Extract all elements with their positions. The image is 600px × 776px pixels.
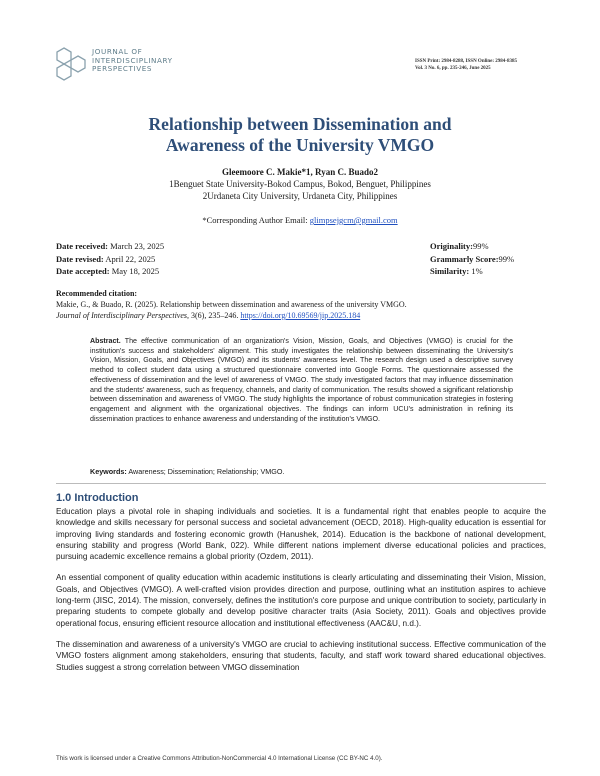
corresponding-author: *Corresponding Author Email: glimpsejgcm@gmail.com	[202, 215, 398, 225]
issn-info: ISSN Print: 2984-8288, ISSN Online: 2984-8385 Vol. 3 No. 6, pp. 235-246, June 2025	[415, 59, 517, 71]
author-names: Gleemoore C. Makie*1, Ryan C. Buado2	[221, 167, 378, 177]
paper-title: Relationship between Dissemination and Awareness of the University VMGO	[148, 114, 452, 155]
affiliation-1: 1Benguet State University-Bokod Campus, Bokod, Benguet, Philippines	[169, 179, 431, 189]
license-footer: This work is licensed under a Creative Commons Attribution-NonCommercial 4.0 International License (CC BY-NC 4.0).	[56, 755, 383, 762]
paragraph: An essential component of quality education within academic institutions is clearly articulating and disseminating their Vision, Mission, Goals, and Objectives (VMGO). A well-crafted vision provides direction and purpose, outlining what an institution aspires to achieve long-term (JISC, 2014). The mission, conversely, defines the institution's core purpose and unique contribution to society, particularly in preparing students to compete globally and develop positive character traits (Asia Society, 2011). Goals and objectives provide operational focus, ensuring efficient resource allocation and institutional effectiveness (AAC&U, n.d.).	[56, 573, 546, 628]
paragraph: The dissemination and awareness of a university's VMGO are crucial to achieving institutional success. Effective communication of the VMGO fosters alignment among stakeholders, ensuring that students, faculty, and staff work toward shared educational objectives. Studies suggest a strong correlation between VMGO dissemination	[56, 639, 546, 672]
keywords: Keywords: Awareness; Dissemination; Relationship; VMGO.	[90, 467, 285, 476]
journal-logo	[52, 44, 192, 84]
affiliation-2: 2Urdaneta City University, Urdaneta City, Philippines	[202, 191, 398, 201]
body-text	[56, 506, 546, 683]
hexagon-molecule-icon	[52, 44, 92, 84]
divider	[56, 483, 546, 484]
dates-block: Date received: March 23, 2025 Date revised: April 22, 2025 Date accepted: May 18, 2025	[56, 241, 165, 276]
doi-link[interactable]: https://doi.org/10.69569/jip.2025.184	[240, 311, 361, 320]
author-email-link[interactable]: glimpsejgcm@gmail.com	[309, 215, 398, 225]
paragraph: Education plays a pivotal role in shaping individuals and societies. It is a fundamental right that enables people to acquire the knowledge and skills necessary for personal success and societal advancement (OECD, 2018). High-quality education is essential for improving living standards and fostering economic growth (Hanushek, 2014). Education is the backbone of national development, ensuring stability and progress (World Bank, 022). While different nations implement diverse educational policies and practices, pursuing academic excellence remains a global priority (Ozdem, 2011).	[56, 507, 546, 562]
journal-name: JOURNAL OF INTERDISCIPLINARY PERSPECTIVES	[92, 47, 173, 74]
author-block	[60, 166, 540, 202]
section-heading: 1.0 Introduction	[56, 492, 139, 504]
abstract: Abstract. The effective communication of an organization's Vision, Mission, Goals, and Objectives (VMGO) is crucial for the institution's success and stakeholders' alignment. This study investigates the relationship between disseminating the University's Vision, Mission, Goals, and Objectives (VMGO) and its students' awareness level. The research design used a descriptive survey method to collect student data using a structured questionnaire converted into Google Forms. The questionnaire assessed the effectiveness of dissemination and the level of awareness of VMGO. The study investigated factors that may influence dissemination and the students' awareness, such as frequency, channels, and clarity of communication. The results showed a significant relationship between dissemination and awareness of VMGO. The study highlights the importance of robust communication strategies in fostering engagement and alignment with the organizational objectives. The findings can inform UCU's administration in refining its dissemination practices to enhance awareness and understanding of the institution's VMGO.	[90, 337, 513, 423]
scores-block: Originality:99% Grammarly Score:99% Similarity: 1%	[430, 241, 515, 276]
recommended-citation: Recommended citation: Makie, G., & Buado, R. (2025). Relationship between dissemination and awareness of the university VMGO. Journal of Interdisciplinary Perspectives, 3(6), 235–246. https://doi.org/10.69569/jip.2025.184	[56, 289, 407, 320]
